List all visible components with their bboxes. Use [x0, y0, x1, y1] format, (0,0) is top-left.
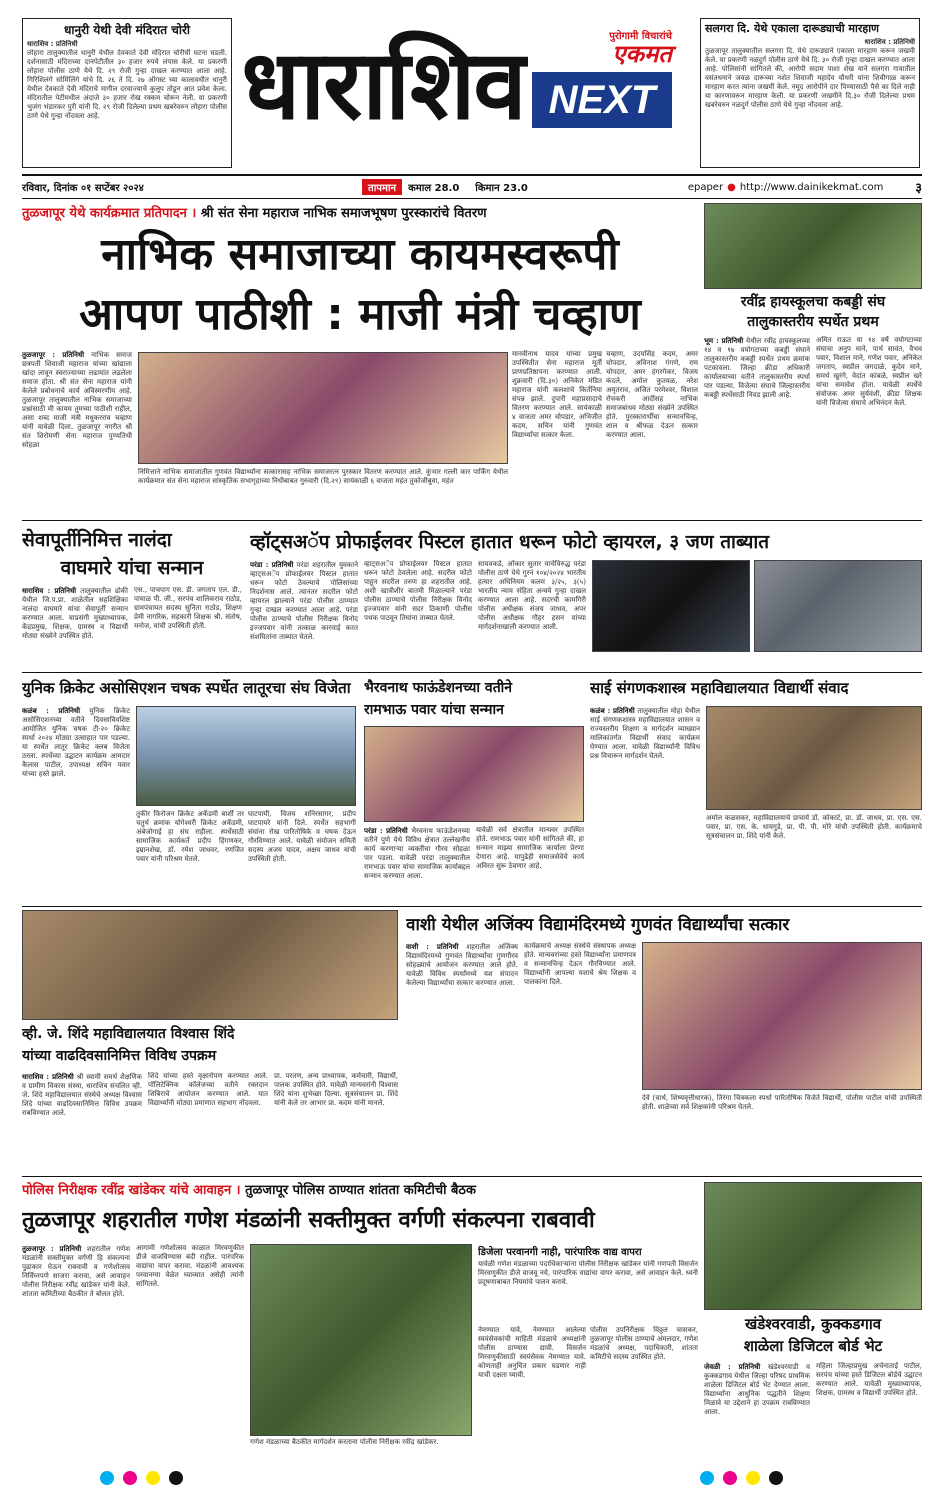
ganesh-kicker	[22, 1180, 698, 1200]
lead-col1-text: नाभिक समाज छत्रपती शिवाजी महाराज यांच्या खांद्याला खांदा लावून स्वराज्याच्या लढायांत लढलेला समाज होता. श्री संत सेना महाराज यांनी केलेले प्रबोधनाचे कार्य अविस्मरणीय आहे. तुळजापूर तालुक्यातील नाभिक समाजाच्या प्रश्नांसाठी मी कायम तुमच्या पाठीशी राहील, असा शब्द माजी मंत्री मधुकरराव चव्हाण यांनी यावेळी दिला.	[22, 351, 132, 431]
nalanda-col1-text: तालुक्यातील ढोकी येथील जि.प.प्रा. शाळेतील सहशिक्षिका नालंदा वाघमारे यांचा सेवापूर्ती सन्मान करण्यात आला. याप्रसंगी मुख्याध्यापक, केंद्रप्रमुख, शिक्षक, ग्रामस्थ व विद्यार्थी मोठ्या संख्येने उपस्थित होते.	[22, 587, 128, 640]
whatsapp-col3: सायवकडे, ओंकार सुतार याचेविरुद्ध परंडा पोलीस ठाणे येथे गुरनं १०४/२०२४ भारतीय हत्यार अधिनियम कलम ३/२५, ३(५) भारतीय न्याय संहिता अन्वये गुन्हा दाखल करण्यात आला आहे. सदरची कामगिरी पोलीस अधीक्षक संजय जाधव, अपर पोलीस अधीक्षक गौहर हसन यांच्या मार्गदर्शनाखाली करण्यात आली.	[478, 560, 586, 631]
cyan-mark	[700, 1471, 714, 1485]
dateline-rule	[22, 198, 922, 199]
whatsapp-col2: व्हाट्सअॅप प्रोफाईलवर पिस्टल हातात धरून फोटो ठेवलेला आहे. सदरील फोटो पाहून सदरील तरुण हा शहरातील आहे. अशी खात्रीशीर बातमी मिळाल्याने परंडा पोलीस ठाण्याचे पोलीस निरीक्षक विनोद इज्जपवार यांनी सदर ठिकाणी पोलीस पथक पाठवून तिघांना ताब्यात घेतले.	[364, 560, 472, 622]
section-rule-2	[22, 672, 922, 673]
nalanda-headline-2: वाघमारे यांचा सन्मान	[60, 557, 204, 579]
vashi-headline: वाशी येथील अजिंक्य विद्यामंदिरमध्ये गुणवंत विद्यार्थ्यांचा सत्कार	[406, 915, 790, 935]
issue-date: रविवार, दिनांक ०१ सप्टेंबर २०२४	[22, 183, 144, 194]
khandeshwarwadi-col1-text: खंडेश्वरवाडी व कुक्कडगाव येथील जिल्हा परिषद प्राथमिक शाळेला डिजिटल बोर्ड भेट देण्यात आला. विद्यार्थ्यांना आधुनिक पद्धतीने शिक्षण मिळावे या उद्देशाने हा उपक्रम राबविण्यात आला.	[704, 1363, 810, 1416]
bhairavnath-headline-1: भैरवनाथ फाऊंडेशनच्या वतीने	[364, 680, 513, 696]
bhairavnath-photo	[364, 726, 584, 822]
bhairavnath-col1-text: भैरवनाथ फाऊंडेशनच्या वतीने पुणे येथे विविध क्षेत्रात उल्लेखनीय कार्य करणाऱ्या व्यक्तींचा गौरव सोहळा पार पडला. यावेळी परंडा तालुक्यातील रामभाऊ पवार यांचा सामाजिक कार्याबद्दल सन्मान करण्यात आला.	[364, 827, 470, 880]
khandeshwarwadi-headline-2: शाळेला डिजिटल बोर्ड भेट	[743, 1337, 883, 1355]
max-temp: कमाल 28.0	[408, 183, 460, 194]
black-mark	[769, 1471, 783, 1485]
brand-tag: पुरोगामी विचारांचे	[609, 31, 672, 42]
right-brief-headline: सलगरा दि. येथे एकाला दारूड्याची मारहाण	[705, 22, 879, 35]
vashi-col1-text: शहरातील अजिंक्य विद्यामंदिरमध्ये गुणवंत विद्यार्थ्यांचा गुणगौरव सोहळ्याचे आयोजन करण्यात आले होते. यावेळी विविध स्पर्धांमध्ये यश संपादन केलेल्या विद्यार्थ्यांचा सत्कार करण्यात आला.	[406, 943, 518, 987]
shinde-headline-1: व्ही. जे. शिंदे महाविद्यालयात विश्वास शिंदे	[22, 1026, 235, 1042]
cricket-col1	[22, 706, 130, 902]
lead-byline: तुळजापूर : प्रतिनिधी	[22, 350, 85, 359]
lead-kicker-rest: श्री संत सेना महाराज नाभिक समाजभूषण पुरस्कारांचे वितरण	[200, 206, 487, 221]
ganesh-col2: आगामी गणेशोत्सव काळात मिरवणुकीत डीजे वाजविण्यास बंदी राहील. पारंपरिक वाद्यांचा वापर करावा. मंडळांनी आवश्यक परवानग्या वेळेत घ्याव्यात असेही त्यांनी सांगितले.	[136, 1244, 244, 1288]
sai-byline: कळंब : प्रतिनिधी	[590, 706, 635, 715]
sai-col2: अमोल कळसकर, महाविद्यालयाचे प्राचार्य डॉ. कोकाटे, प्रा. डॉ. जाधव, प्रा. एस. एस. पवार, प्रा. एस. के. धायगुडे, प्रा. पी. पी. मोरे यांची उपस्थिती होती. कार्यक्रमाचे सूत्रसंचालन प्रा. शिंदे यांनी केले.	[706, 814, 922, 840]
weather-label: तापमान	[362, 179, 402, 195]
whatsapp-byline: परंडा : प्रतिनिधी	[250, 560, 294, 569]
khandeshwarwadi-headline-1: खंडेश्वरवाडी, कुक्कडगाव	[744, 1315, 882, 1333]
whatsapp-photo-2	[754, 560, 922, 652]
top-rule	[22, 174, 922, 176]
shinde-headline-2: यांच्या वाढदिवसानिमित्त विविध उपक्रम	[22, 1048, 217, 1064]
cricket-col2: तुकीर फिरोजन क्रिकेट अकॅडमी बार्शी तर चतुर्थ क्रमांक योगेश्वरी क्रिकेट अकॅडमी, अंबेजोगाई हा संघ राहीला. स्पर्धेसाठी सामाजिक कार्यकर्ते प्रदीप हिंगणकर, इम्रानशेख, डॉ. रमेश जाधवर, रणजित पवार यांनी परिश्रम घेतले.	[136, 810, 244, 863]
kabaddi-team-photo	[704, 203, 922, 289]
min-temp: किमान 23.0	[475, 183, 528, 194]
bhairavnath-headline-2: रामभाऊ पवार यांचा सन्मान	[364, 702, 504, 718]
section-rule-1	[22, 520, 922, 521]
sports-byline: भूम : प्रतिनिधी	[704, 336, 744, 345]
epaper-url[interactable]: http://www.dainikekmat.com	[739, 181, 884, 193]
ganesh-col5: पोलीस उपनिरीक्षक विठ्ठल चासकर, तुळजापूर पोलीस ठाण्याचे अंमलदार, गणेश मंडळांचे अध्यक्ष, पदाधिकारी, शांतता कमिटीचे सदस्य उपस्थित होते.	[590, 1326, 698, 1361]
sports-col2: अमित राऊत या १४ वर्षे वयोगटाच्या संघाचा अनुप माने, पार्थ सावंत, वैभव पवार, विशाल माने, गणेश पवार, अनिकेत जगताप, स्वप्नील जगदाळे, कुदेव माने, समर्थ खुरंगे, वेदांत कांबळे, स्वप्नील खरे यांचा समावेश होता. यावेळी स्पर्धेचे संयोजक अमर सुर्यवंशी, क्रीडा शिक्षक यांनी विजेत्या संघाचे अभिनंदन केले.	[816, 336, 922, 407]
section-rule-4	[22, 1176, 922, 1177]
ganesh-photo	[250, 1244, 472, 1436]
ganesh-col3: यावेळी गणेश मंडळाच्या पदाधिकाऱ्यांना पोलीस निरीक्षक खांडेकर यांनी गणपती विसर्जन मिरवणुकीत डीजे वाजवू नये, पारंपारिक वाद्यांचा वापर करावा, असे आवाहन केले. ध्वनी प्रदूषणाबाबत नियमांचे पालन करावे.	[478, 1260, 698, 1286]
sports-col1-text: येथील रवींद्र हायस्कूलच्या १४ व १७ वयोगटाच्या कबड्डी संघाने तालुकास्तरीय कबड्डी स्पर्धेत प्रथम क्रमांक पटकावला. जिल्हा क्रीडा अधिकारी कार्यालयाच्या वतीने तालुकास्तरीय स्पर्धा पार पडल्या. विजेत्या संघाचे जिल्हास्तरीय कबड्डी स्पर्धेसाठी निवड झाली आहे.	[704, 337, 810, 399]
bhairavnath-byline: परंडा : प्रतिनिधी	[364, 826, 408, 835]
whatsapp-headline: व्हॉट्सअॅप प्रोफाईलवर पिस्टल हातात धरून फोटो व्हायरल, ३ जण ताब्यात	[250, 531, 770, 553]
lead-headline-2: आपण पाठीशी : माजी मंत्री चव्हाण	[79, 289, 641, 340]
nalanda-byline: धाराशिव : प्रतिनिधी	[22, 586, 77, 595]
whatsapp-col1	[250, 560, 358, 668]
lead-col1b-text: तुळजापूर नगरीत श्री संत शिरोमणी सेना महाराज पुण्यतिथी सोहळा	[22, 423, 132, 449]
nalanda-col2: एस., पाचपाग एस. डी. जगताप एल. डी., पायाळ पी. जी., सरपंच शालिकराव राठोड, ग्रामपंचायत सदस्य सुनिता राठोड, शिक्षण प्रेमी नागरिक, सहकारी शिक्षक श्री. संतोष, मनोज, यांची उपस्थिती होती.	[134, 586, 242, 630]
epaper-label: epaper	[687, 181, 724, 193]
sports-headline-1: रवींद्र हायस्कूलचा कबड्डी संघ	[740, 294, 886, 310]
lead-col3: चव्हाण, उदयसिंह कदम, अमर चोपदार, अविनाश गंगणे, राम चोपदार, अमर हंगरगेकर, विजय कंदले, अमोल कुतवळ, नरेश अमृतराव, अजित परमेश्वर, विशाल रोचकरी आदींसह नाभिक समाजबांधव मोठ्या संख्येने उपस्थित होते. पुरस्कारार्थींचा सन्मानचिन्ह, शाल व श्रीफळ देऊन सत्कार करण्यात आला.	[606, 350, 698, 439]
ganesh-photo-caption: गणेश मंडळाच्या बैठकीत मार्गदर्शन करताना पोलीस निरीक्षक रवींद्र खांडेकर.	[250, 1438, 439, 1446]
cyan-mark	[100, 1471, 114, 1485]
nalanda-col1	[22, 586, 128, 666]
vashi-col1	[406, 942, 518, 1172]
lead-col4: निमित्ताने नाभिक समाजातील गुणवंत विद्यार्थ्यांना सत्कारासह नाभिक समाजरत्न पुरस्कार वितरण करण्यात आले. कुंभार गल्ली कार पार्किंग येथील कार्यक्रमात संत सेना महाराज सांस्कृतिक सभागृहाच्या निधीबाबत गुरुवारी (दि.२९) सायंकाळी ६ वाजता महंत तुकोजीबुवा, महंत	[138, 468, 508, 485]
shinde-col3: प्रा. परतण, अन्य प्राध्यापक, कर्मचारी, विद्यार्थी, पालक उपस्थित होते. यावेळी मान्यवरांनी विश्वास शिंदे यांना शुभेच्छा दिल्या. सूत्रसंचालन प्रा. शिंदे यांनी केले तर आभार प्रा. कदम यांनी मानले.	[274, 1072, 398, 1107]
right-brief-text: तुळजापूर तालुक्यातील सलगरा दि. येथे दारूड्याने एकाला मारहाण करून जखमी केले. या प्रकरणी नळदुर्ग पोलीस ठाणे येथे दि. ३० रोजी गुन्हा दाखल करण्यात आला आहे. पोलिसांनी सांगितले की, आरोपी सदाम पाशा शेख याने सलगरा गावातील वसंतधनाने जवळ दारूच्या नशेत शिवाजी महादेव चौधरी यांना शिवीगाळ करून मारहाण करत त्यांना जखमी केले. नमूद आरोपीने दार पिण्यासाठी पैसे का दिले नाही या कारणावरून मारहाण केली. या प्रकरणी जखमीने दि.३० रोजी दिलेल्या प्रथम खबरेवरुन नळदुर्ग पोलीस ठाणे येथे गुन्हा नोंदवला आहे.	[705, 47, 915, 109]
ganesh-headline: तुळजापूर शहरातील गणेश मंडळांनी सक्तीमुक्त वर्गणी संकल्पना राबवावी	[22, 1208, 595, 1233]
khandeshwarwadi-col1	[704, 1362, 810, 1454]
cricket-headline: युनिक क्रिकेट असोसिएशन चषक स्पर्धेत लातूरचा संघ विजेता	[22, 679, 351, 697]
lead-kicker-red: तुळजापूर येथे कार्यक्रमात प्रतिपादन ।	[22, 206, 197, 221]
vashi-col3: देवे (चार्थ, शिष्यवृत्तीधारक), तिरंगा चित्रकला स्पर्धा पारितोषिक विजेते विद्यार्थी, पोलीस पाटील यांची उपस्थिती होती. शाळेच्या सर्व शिक्षकांनी परिश्रम घेतले.	[642, 1094, 922, 1111]
magenta-mark	[723, 1471, 737, 1485]
lead-col2: मानवीनाथ यादव यांच्या प्रमुख उपस्थितीत सेना महाराज मूर्ती प्राणप्रतिष्ठापना करण्यात आली. शुक्रवारी (दि.३०) अनिकेत मंडित महाराज यांनी कलशाचे किर्तनिया संपन्न झाले. दुपारी महाप्रसादाचे वितरण करण्यात आले. सायंकाळी ४ वाजता अमर चोपडार, अभिजीत कदम, सचिन यांनी गुणवंत विद्यार्थ्यांचा सत्कार केला.	[512, 350, 602, 439]
cricket-col1-text: युनिक क्रिकेट असोसिएशनच्या वतीने दिवसाविवशिष्ट आयोजित युनिक चषक टी-२० क्रिकेट स्पर्धा २०२४ मोठ्या उत्साहात पार पडल्या. या स्पर्धेत लातूर क्रिकेट क्लब विजेता ठरला. स्पर्धेच्या उद्घाटन कार्यक्रम आमदार कैलास पाटील, उपाध्यक्ष सचिन पवार यांच्या हस्ते झाले.	[22, 707, 130, 778]
ganesh-col4: नेमण्यात यावे, नेमण्यात आलेल्या स्वयंसेवकांची माहिती मंडळाचे अध्यक्षांनी पोलीस ठाण्यास द्यावी. विसर्जन मिरवणुकीसाठी स्वयंसेवक नेमण्यात यावे. कोणताही अनुचित प्रकार घडणार नाही याची दक्षता घ्यावी.	[478, 1326, 586, 1379]
vashi-col2: कार्यक्रमाचे अध्यक्ष संस्थेचे संस्थापक अध्यक्ष होते. मान्यवरांच्या हस्ते विद्यार्थ्यांना प्रमाणपत्र व सन्मानचिन्ह देऊन गौरविण्यात आले. विद्यार्थ्यांनी आपल्या यशाचे श्रेय शिक्षक व पालकांना दिले.	[524, 942, 636, 986]
vashi-byline: वाशी : प्रतिनिधी	[406, 942, 459, 951]
left-brief-byline: धाराशिव : प्रतिनिधी	[27, 40, 78, 48]
left-brief	[22, 18, 232, 168]
shinde-byline: धाराशिव : प्रतिनिधी	[22, 1072, 74, 1081]
masthead-title: धाराशिव	[241, 29, 525, 141]
nalanda-headline-1: सेवापूर्तीनिमित्त नालंदा	[22, 529, 172, 551]
left-brief-text: लोहारा तालुक्यातील धानुरी येथील देवकाते देवी मंदिरात चोरीची घटना घडली. दर्शनासाठी मंदिराच्या दानपेटीतील ३० हजार रुपये लंपास केले. या प्रकरणी लोहारा पोलीस ठाणे येथे दि. २९ रोजी गुन्हा दाखल करण्यात आला आहे. गिरिशिलंगे सोमिंलिंगे यांचे दि. २६ ते दि. २७ ऑगस्ट च्या कालावधीत धानुरी येथील देवकाते देवी मंदिराचे मागील दरवाज्याचे कुलूप तोडून आत प्रवेश केला. मंदिरातील पेटीमधील अंदाजे ३० हजार रोख रक्कम चोरून नेली. या प्रकरणी भुजंग भंडारकर पुरी यांनी दि. २९ रोजी दिलेल्या प्रथम खबरेवरुन लोहारा पोलीस ठाणे येथे गुन्हा नोंदवला आहे.	[27, 49, 227, 120]
right-brief	[700, 18, 920, 168]
whatsapp-col1-text: परंडा शहरातील युवकाने व्हाट्सअॅप प्रोफाईलवर पिस्टल हातात धरून फोटो ठेवल्याचे पोलिसांच्या निदर्शनास आले. त्यानंतर सदरील फोटो व्हायरल झाल्याने परंडा पोलीस ठाण्यात गुन्हा दाखल करण्यात आला आहे. परंडा पोलीस ठाण्याचे पोलीस निरीक्षक विनोद इज्जपवार यांनी तत्काळ कारवाई करत संशयितांना ताब्यात घेतले.	[250, 561, 358, 641]
black-mark	[169, 1471, 183, 1485]
sai-col1	[590, 706, 700, 836]
section-rule-3	[22, 906, 922, 907]
sai-photo	[706, 706, 922, 810]
bhairavnath-col1	[364, 826, 470, 902]
shinde-photo	[22, 910, 398, 1020]
ganesh-sub-headline: डिजेला परवानगी नाही, पारंपारिक वाद्य वापरा	[478, 1247, 642, 1258]
lead-col1	[22, 350, 132, 510]
left-brief-headline: धानुरी येथी देवी मंदिरात चोरी	[63, 23, 191, 37]
sai-headline: साई संगणकशास्त्र महाविद्यालयात विद्यार्थी संवाद	[590, 679, 849, 697]
cricket-col3: घाटपायी, विजय शनिरसागर, प्रदीप घाटपायरे यांनी दिले. स्पर्धेत सहभागी संघांना रोख पारितोषिके व चषक देऊन गौरविण्यात आले. यावेळी संयोजन समिती सदस्य अजय यादव, अक्षय जाधव यांची उपस्थिती होती.	[248, 810, 356, 863]
whatsapp-photo-1	[592, 560, 750, 652]
cricket-photo	[136, 706, 356, 806]
globe-icon: ●	[727, 181, 736, 193]
right-brief-byline: धाराशिव : प्रतिनिधी	[864, 38, 915, 46]
page-number: ३	[915, 181, 922, 196]
sports-col1	[704, 336, 810, 516]
ganesh-kicker-rest: तुळजापूर पोलिस ठाण्यात शांतता कमिटीची बैठक	[245, 1183, 476, 1198]
bhairavnath-col2: यावेळी सर्व क्षेत्रातील मान्यवर उपस्थित होते. रामभाऊ पवार यांनी सांगितले की, हा सन्मान माझ्या सामाजिक कार्याला प्रेरणा देणारा आहे. यापुढेही समाजसेवेचे कार्य अविरत सुरू ठेवणार आहे.	[476, 826, 584, 870]
vashi-photo	[642, 942, 922, 1090]
shinde-col1	[22, 1072, 142, 1172]
ganesh-kicker-red: पोलिस निरीक्षक रवींद्र खांडेकर यांचे आवाहन ।	[22, 1183, 241, 1198]
khandeshwarwadi-photo	[704, 1182, 922, 1310]
magenta-mark	[123, 1471, 137, 1485]
brand-block	[532, 28, 672, 168]
sai-col1-text: तालुक्यातील मोहा येथील साई संगणकशास्त्र महाविद्यालयात शासन व राज्यस्तरीय शिक्षण व मार्गदर्शन व्याख्यान मालिकांतर्गत विद्यार्थी संवाद कार्यक्रम घेण्यात आला. यावेळी विद्यार्थ्यांनी विविध प्रश्न विचारून मार्गदर्शन घेतले.	[590, 707, 700, 760]
sports-headline-2: तालुकास्तरीय स्पर्धेत प्रथम	[747, 314, 879, 330]
shinde-col2: शिंदे यांच्या हस्ते वृक्षारोपण करण्यात आले. पॉलिटेक्निक कॉलेजच्या वतीने रक्तदान शिबिराचे आयोजन करण्यात आले. यात विद्यार्थ्यांनी मोठ्या प्रमाणात सहभाग नोंदवला.	[148, 1072, 268, 1107]
next-logo: NEXT	[532, 72, 672, 128]
brand-name: एकमत	[612, 40, 672, 68]
shinde-col1-text: श्री स्वामी समर्थ शैक्षणिक व ग्रामीण विकास संस्था, धाराशिव संचलित व्ही. जे. शिंदे महाविद्यालयात संस्थेचे अध्यक्ष विश्वास शिंदे यांच्या वाढदिवसानिमित्त विविध उपक्रम राबविण्यात आले.	[22, 1073, 142, 1117]
lead-kicker	[22, 203, 698, 223]
khandeshwarwadi-col2: महिला जिल्हाप्रमुख अर्चनाताई पाटील, सरपंच यांच्या हस्ते डिजिटल बोर्डचे उद्घाटन करण्यात आले. यावेळी मुख्याध्यापक, शिक्षक, ग्रामस्थ व विद्यार्थी उपस्थित होते.	[816, 1362, 922, 1397]
ganesh-col1-text: शहरातील गणेश मंडळांनी सक्तीमुक्त वर्गणी हि संकल्पना पुढाकार घेऊन राबवावी व गणेशोत्सव निर्विघ्नपणे साजरा करावा, असे आवाहन पोलीस निरीक्षक रवींद्र खांडेकर यांनी केले. शांतता कमिटीच्या बैठकीत ते बोलत होते.	[22, 1245, 130, 1298]
print-marks-right	[700, 1470, 900, 1490]
yellow-mark	[746, 1471, 760, 1485]
lead-photo	[138, 352, 508, 464]
lead-headline-1: नाभिक समाजाच्या कायमस्वरूपी	[101, 229, 619, 280]
cricket-byline: कळंब : प्रतिनिधी	[22, 706, 81, 715]
khandeshwarwadi-byline: जेवळी : प्रतिनिधी	[704, 1362, 761, 1371]
print-marks-left	[100, 1470, 300, 1490]
ganesh-col1	[22, 1244, 130, 1454]
ganesh-byline: तुळजापूर : प्रतिनिधी	[22, 1244, 82, 1253]
dateline-bar	[22, 178, 922, 196]
yellow-mark	[146, 1471, 160, 1485]
